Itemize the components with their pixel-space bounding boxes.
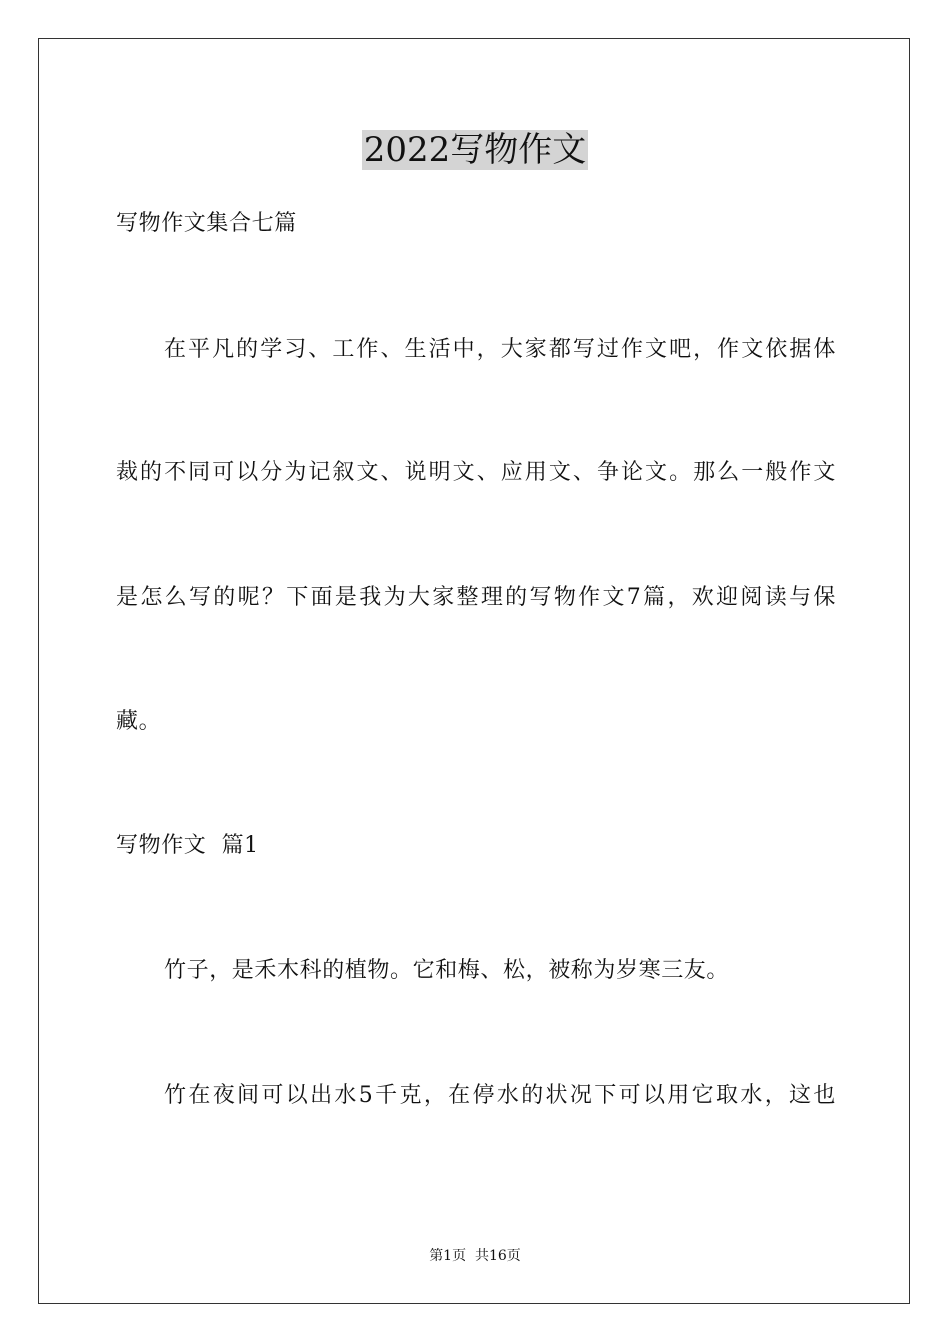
document-title (0, 128, 950, 172)
intro-paragraph-line-2: 裁的不同可以分为记叙文、说明文、应用文、争论文。那么一般作文 (116, 460, 836, 485)
intro-paragraph-line-1: 在平凡的学习、工作、生活中，大家都写过作文吧，作文依据体 (164, 337, 836, 362)
body-paragraph-line-1: 竹子，是禾木科的植物。它和梅、松，被称为岁寒三友。 (164, 958, 730, 983)
intro-paragraph-line-4: 藏。 (116, 709, 162, 734)
body-paragraph-line-2: 竹在夜间可以出水5千克，在停水的状况下可以用它取水，这也 (164, 1083, 836, 1108)
intro-paragraph-line-3: 是怎么写的呢？下面是我为大家整理的写物作文7篇，欢迎阅读与保 (116, 585, 836, 610)
document-title-text: 2022写物作文 (363, 130, 587, 170)
page-footer: 第1页 共16页 (429, 1248, 521, 1264)
document-subtitle: 写物作文集合七篇 (116, 211, 297, 236)
section-heading: 写物作文 篇1 (116, 833, 259, 858)
